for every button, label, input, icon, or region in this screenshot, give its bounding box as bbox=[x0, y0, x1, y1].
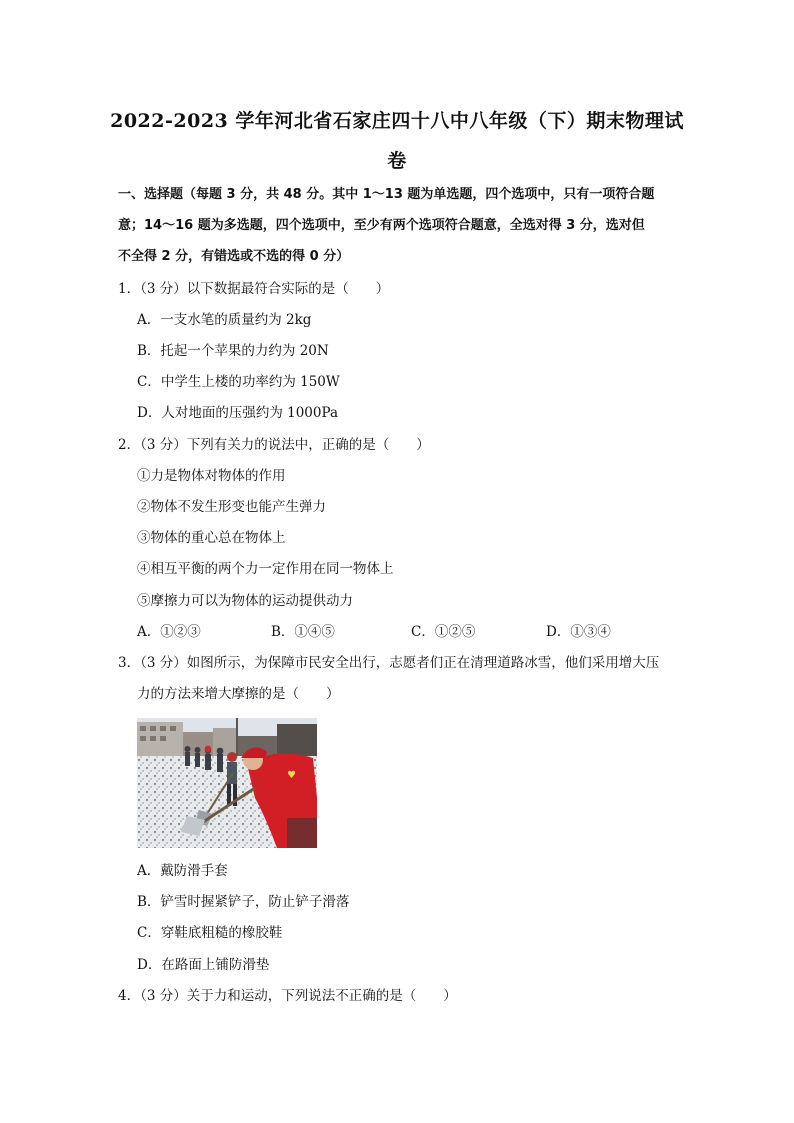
option-c: C．①②⑤ bbox=[411, 624, 476, 640]
option-c: C．中学生上楼的功率约为 150W bbox=[137, 374, 340, 390]
question-stem: 2．（3 分）下列有关力的说法中，正确的是（ ） bbox=[118, 437, 430, 453]
option-b: B．托起一个苹果的力约为 20N bbox=[137, 343, 329, 359]
option-d: D．①③④ bbox=[546, 624, 611, 640]
section-line-1: 一、选择题（每题 3 分，共 48 分。其中 1～13 题为单选题，四个选项中，只有一项符合题 bbox=[118, 187, 655, 202]
option-b: B．①④⑤ bbox=[271, 624, 335, 640]
question-stem: 4．（3 分）关于力和运动，下列说法不正确的是（ ） bbox=[118, 988, 457, 1004]
snow-clearing-photo bbox=[137, 718, 317, 848]
option-b: B．铲雪时握紧铲子，防止铲子滑落 bbox=[137, 894, 350, 910]
question-stem-line-2: 力的方法来增大摩擦的是（ ） bbox=[137, 686, 340, 702]
statement-5: ⑤摩擦力可以为物体的运动提供动力 bbox=[137, 593, 353, 609]
statement-2: ②物体不发生形变也能产生弹力 bbox=[137, 499, 326, 515]
statement-1: ①力是物体对物体的作用 bbox=[137, 468, 286, 484]
option-c: C．穿鞋底粗糙的橡胶鞋 bbox=[137, 925, 283, 941]
title-line-2: 卷 bbox=[387, 150, 407, 172]
statement-4: ④相互平衡的两个力一定作用在同一物体上 bbox=[137, 561, 394, 577]
option-a: A．戴防滑手套 bbox=[137, 863, 228, 879]
svg-text:♥: ♥ bbox=[287, 770, 296, 781]
option-d: D．在路面上铺防滑垫 bbox=[137, 957, 270, 973]
question-stem-line-1: 3．（3 分）如图所示，为保障市民安全出行，志愿者们正在清理道路冰雪，他们采用增大压 bbox=[118, 655, 660, 671]
option-d: D．人对地面的压强约为 1000Pa bbox=[137, 405, 338, 421]
title-line-1: 2022-2023 学年河北省石家庄四十八中八年级（下）期末物理试 bbox=[110, 110, 684, 132]
option-a: A．①②③ bbox=[137, 624, 201, 640]
option-a: A．一支水笔的质量约为 2kg bbox=[137, 312, 312, 328]
section-line-3: 不全得 2 分，有错选或不选的得 0 分） bbox=[118, 249, 350, 264]
statement-3: ③物体的重心总在物体上 bbox=[137, 530, 286, 546]
question-stem: 1．（3 分）以下数据最符合实际的是（ ） bbox=[118, 281, 390, 297]
section-line-2: 意；14～16 题为多选题，四个选项中，至少有两个选项符合题意，全选对得 3 分，选对但 bbox=[118, 218, 645, 233]
